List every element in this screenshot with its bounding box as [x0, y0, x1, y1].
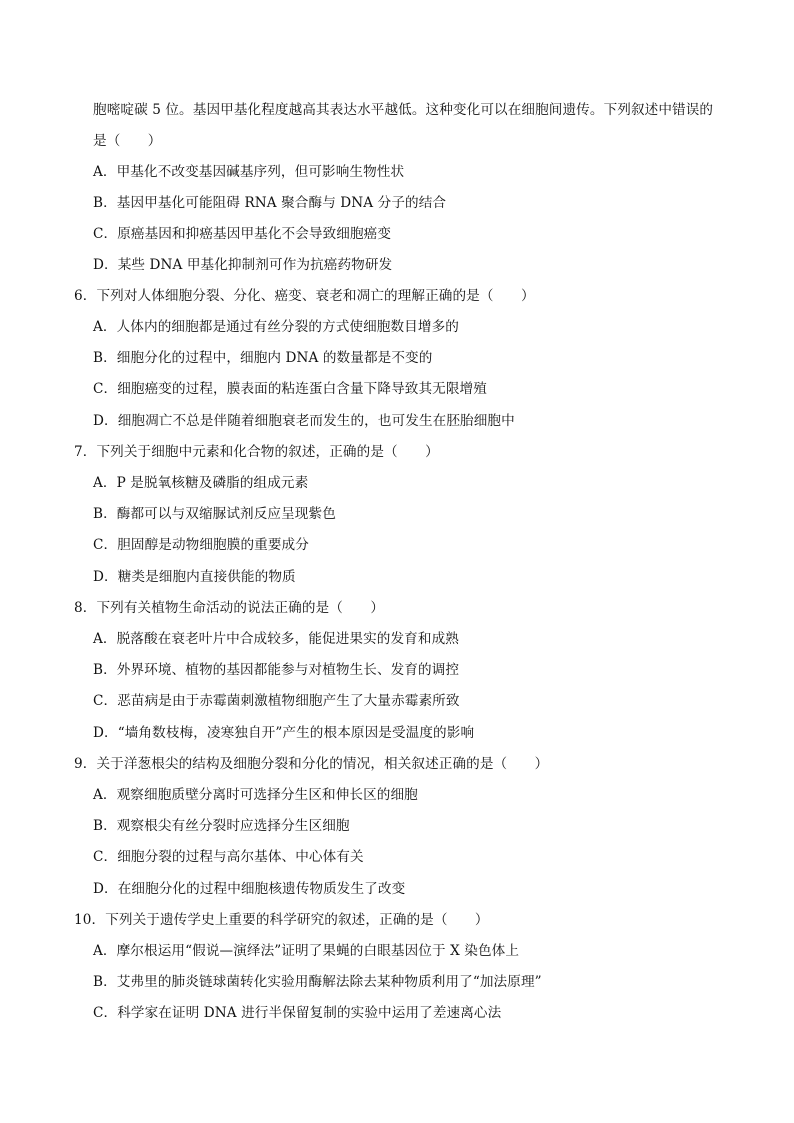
question-5-stem-continued: 胞嘧啶碳 5 位。基因甲基化程度越高其表达水平越低。这种变化可以在细胞间遗传。下列叙述中错误的: [93, 102, 714, 118]
question-7-option-d: D．糖类是细胞内直接供能的物质: [93, 569, 296, 585]
question-10-option-b: B．艾弗里的肺炎链球菌转化实验用酶解法除去某种物质利用了“加法原理”: [93, 974, 542, 990]
question-7-option-a: A．P 是脱氧核糖及磷脂的组成元素: [93, 475, 309, 491]
question-5-stem-end: 是（ ）: [93, 133, 162, 149]
question-5-option-c: C．原癌基因和抑癌基因甲基化不会导致细胞癌变: [93, 226, 392, 242]
question-8-option-d: D．“墙角数枝梅，凌寒独自开”产生的根本原因是受温度的影响: [93, 725, 475, 741]
question-9-option-c: C．细胞分裂的过程与高尔基体、中心体有关: [93, 849, 364, 865]
question-6-option-a: A．人体内的细胞都是通过有丝分裂的方式使细胞数目增多的: [93, 319, 459, 335]
question-7-option-c: C．胆固醇是动物细胞膜的重要成分: [93, 537, 309, 553]
question-5-option-a: A．甲基化不改变基因碱基序列，但可影响生物性状: [93, 164, 405, 180]
question-9-option-a: A．观察细胞质壁分离时可选择分生区和伸长区的细胞: [93, 787, 418, 803]
question-7-option-b: B．酶都可以与双缩脲试剂反应呈现紫色: [93, 506, 336, 522]
question-8-option-c: C．恶苗病是由于赤霉菌刺激植物细胞产生了大量赤霉素所致: [93, 693, 460, 709]
question-6-stem: 6．下列对人体细胞分裂、分化、癌变、衰老和凋亡的理解正确的是（ ）: [74, 288, 535, 304]
question-9-stem: 9．关于洋葱根尖的结构及细胞分裂和分化的情况，相关叙述正确的是（ ）: [74, 756, 549, 772]
question-6-option-c: C．细胞癌变的过程，膜表面的粘连蛋白含量下降导致其无限增殖: [93, 381, 487, 397]
question-8-option-b: B．外界环境、植物的基因都能参与对植物生长、发育的调控: [93, 662, 460, 678]
question-6-option-b: B．细胞分化的过程中，细胞内 DNA 的数量都是不变的: [93, 350, 433, 366]
question-5-option-d: D．某些 DNA 甲基化抑制剂可作为抗癌药物研发: [93, 257, 393, 273]
question-10-stem: 10．下列关于遗传学史上重要的科学研究的叙述，正确的是（ ）: [74, 912, 489, 928]
question-6-option-d: D．细胞凋亡不总是伴随着细胞衰老而发生的，也可发生在胚胎细胞中: [93, 413, 515, 429]
question-8-option-a: A．脱落酸在衰老叶片中合成较多，能促进果实的发育和成熟: [93, 631, 459, 647]
question-10-option-c: C．科学家在证明 DNA 进行半保留复制的实验中运用了差速离心法: [93, 1005, 502, 1021]
question-9-option-b: B．观察根尖有丝分裂时应选择分生区细胞: [93, 818, 350, 834]
question-9-option-d: D．在细胞分化的过程中细胞核遗传物质发生了改变: [93, 881, 406, 897]
question-8-stem: 8．下列有关植物生命活动的说法正确的是（ ）: [74, 600, 385, 616]
question-7-stem: 7．下列关于细胞中元素和化合物的叙述，正确的是（ ）: [74, 444, 439, 460]
question-10-option-a: A．摩尔根运用“假说—演绎法”证明了果蝇的白眼基因位于 X 染色体上: [93, 943, 520, 959]
question-5-option-b: B．基因甲基化可能阻碍 RNA 聚合酶与 DNA 分子的结合: [93, 195, 447, 211]
